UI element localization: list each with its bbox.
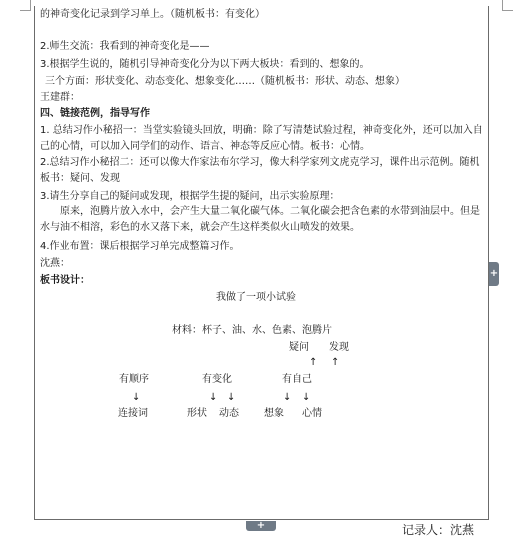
text-line: 三个方面：形状变化、动态变化、想象变化……（随机板书：形状、动态、想象） [45,76,405,87]
arrow-up: ↑ [309,357,318,368]
margin-corner-mark [20,0,31,11]
board-shape: 形状 [187,408,207,419]
board-materials: 材料：杯子、油、水、色素、泡腾片 [172,325,332,336]
board-changes: 有变化 [202,374,232,385]
paragraph: 原来，泡腾片放入水中，会产生大量二氧化碳气体。二氧化碳会把含色素的水带到油层中。但是水与油不相溶，彩色的水又落下来，就会产生这样类似火山喷发的效果。 [40,206,480,233]
board-motion: 动态 [219,408,239,419]
section-heading: 四、链接范例，指导写作 [40,108,150,119]
text-line: 4.作业布置：课后根据学习单完成整篇习作。 [40,241,240,252]
text-line: 3.根据学生说的，随机引导神奇变化分为以下两大板块：看到的、想象的。 [40,59,370,70]
arrow-down: ↓ [227,392,236,403]
arrow-up: ↑ [331,357,340,368]
add-row-button[interactable]: + [246,521,276,531]
board-discovery: 发现 [329,342,349,353]
board-orderly: 有顺序 [119,374,149,385]
speaker-label: 王建群： [40,92,80,103]
text-line: 3.请生分享自己的疑问或发现，根据学生提的疑问，出示实验原理： [40,191,340,202]
board-connective: 连接词 [118,408,148,419]
recorder-footer: 记录人：沈燕 [402,523,475,537]
paragraph: 2.总结习作小秘招二：还可以像大作家法布尔学习，像大科学家列文虎克学习，课件出示范例。随机板书：疑问、发现 [40,157,480,184]
text-line: 的神奇变化记录到学习单上。（随机板书：有变化） [40,9,265,20]
board-title: 我做了一项小试验 [216,292,296,303]
paragraph: 1. 总结习作小秘招一：当堂实验镜头回放，明确：除了写清楚试验过程，神奇变化外，还可以加入自己的心情，可以加入同学们的动作、语言、神态等反应心情。板书：心情。 [40,125,483,152]
arrow-down: ↓ [209,392,218,403]
arrow-down: ↓ [302,392,311,403]
add-column-button[interactable]: + [489,262,499,286]
text-line: 2.师生交流：我看到的神奇变化是—— [40,41,210,52]
board-mood: 心情 [302,408,322,419]
board-imagine: 想象 [264,408,284,419]
board-question: 疑问 [289,342,309,353]
margin-corner-mark [502,0,513,11]
arrow-down: ↓ [132,392,141,403]
speaker-label: 沈燕： [40,258,70,269]
arrow-down: ↓ [283,392,292,403]
section-heading: 板书设计： [40,275,90,286]
board-self: 有自己 [282,374,312,385]
